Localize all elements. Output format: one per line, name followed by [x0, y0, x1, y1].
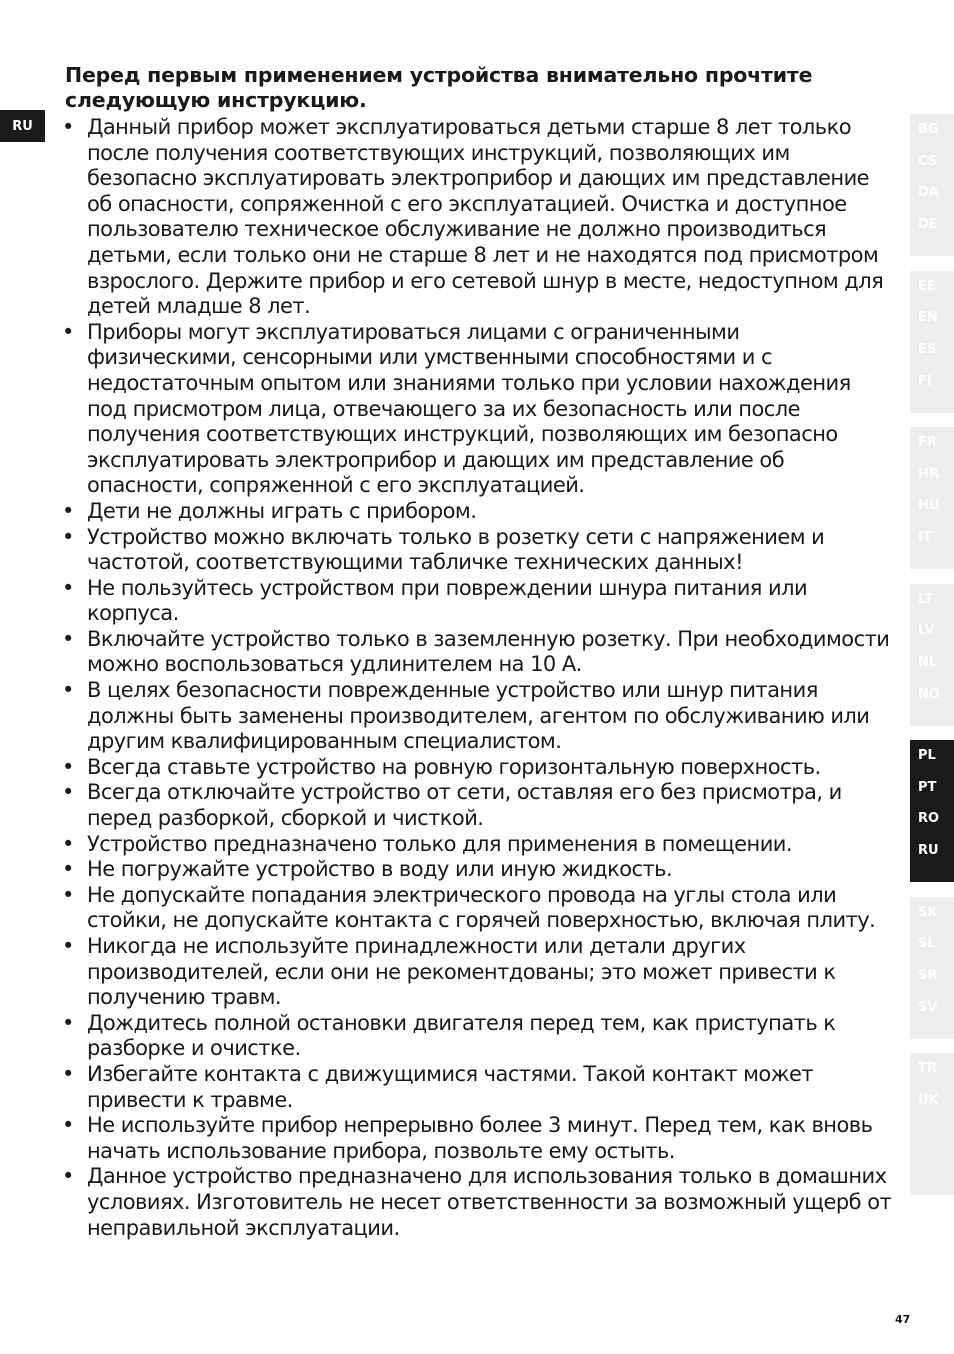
language-group	[910, 114, 954, 256]
language-code-uk: UK	[918, 1092, 939, 1108]
list-item: • Не используйте прибор непрерывно более 3 минут. Перед тем, как вновь начать использование прибора, позвольте ему остыть.	[62, 1113, 892, 1164]
language-code-de: DE	[918, 217, 938, 233]
language-code-sl: SL	[918, 936, 936, 952]
language-code-en: EN	[918, 310, 938, 326]
list-item: • Никогда не используйте принадлежности или детали других производителей, если они не рекоментдованы; это может привести к получению травм.	[62, 934, 892, 1011]
list-item: • Данный прибор может эксплуатироваться детьми старше 8 лет только после получения соответствующих инструкций, позволяющих им безопасно эксплуатировать электроприбор и дающих им представление об опасности, сопряженной с его эксплуатацией. Очистка и доступное пользователю техническое обслуживание не должно производиться детьми, если только они не старше 8 лет и не находятся под присмотром взрослого. Держите прибор и его сетевой шнур в месте, недоступном для детей младше 8 лет.	[62, 115, 892, 320]
language-code-sv: SV	[918, 999, 938, 1015]
list-item: • Всегда ставьте устройство на ровную горизонтальную поверхность.	[62, 755, 892, 781]
instructions-heading: Перед первым применением устройства внимательно прочтите следующую инструкцию.	[65, 63, 813, 112]
language-tab-ru: RU	[0, 110, 45, 142]
language-code-cs: CS	[918, 153, 938, 169]
list-item: • Не пользуйтесь устройством при повреждении шнура питания или корпуса.	[62, 576, 892, 627]
language-code-no: NO	[918, 686, 940, 702]
language-code-tr: TR	[918, 1061, 937, 1076]
language-code-hr: HR	[918, 466, 939, 482]
list-item: • Приборы могут эксплуатироваться лицами с ограниченными физическими, сенсорными или умственными способностями и с недостаточным опытом или знаниями только при условии нахождения под присмотром лица, отвечающего за их безопасность или после получения соответствующих инструкций, позволяющих им безопасно эксплуатировать электроприбор и дающих им представление об опасности, сопряженной с его эксплуатацией.	[62, 320, 892, 499]
language-code-da: DA	[918, 185, 939, 201]
language-code-fi: FI	[918, 373, 932, 389]
list-item: • Дети не должны играть с прибором.	[62, 499, 892, 525]
language-code-es: ES	[918, 341, 937, 357]
language-group	[910, 740, 954, 882]
list-item: • Не допускайте попадания электрического провода на углы стола или стойки, не допускайте контакта с горячей поверхностью, включая плиту.	[62, 883, 892, 934]
list-item: • Устройство предназначено только для применения в помещении.	[62, 832, 892, 858]
language-group	[910, 427, 954, 569]
language-code-fr: FR	[918, 435, 937, 450]
language-code-ee: EE	[918, 278, 936, 294]
language-code-lv: LV	[918, 623, 935, 639]
language-group	[910, 1053, 954, 1195]
language-code-ru: RU	[918, 843, 939, 859]
list-item: • Дождитесь полной остановки двигателя перед тем, как приступать к разборке и очистке.	[62, 1011, 892, 1062]
language-code-pl: PL	[918, 748, 936, 763]
list-item: • Данное устройство предназначено для использования только в домашних условиях. Изготовитель не несет ответственности за возможный ущерб от неправильной эксплуатации.	[62, 1164, 892, 1241]
language-group	[910, 584, 954, 726]
list-item: • Не погружайте устройство в воду или иную жидкость.	[62, 857, 892, 883]
list-item: • Избегайте контакта с движущимися частями. Такой контакт может привести к травме.	[62, 1062, 892, 1113]
language-code-it: IT	[918, 530, 932, 546]
language-code-bg: BG	[918, 122, 939, 137]
list-item: • Устройство можно включать только в розетку сети с напряжением и частотой, соответствующими табличке технических данных!	[62, 525, 892, 576]
language-code-hu: HU	[918, 498, 940, 514]
language-code-sk: SK	[918, 904, 938, 920]
list-item: • В целях безопасности поврежденные устройство или шнур питания должны быть заменены производителем, агентом по обслуживанию или другим квалифицированным специалистом.	[62, 678, 892, 755]
list-item: • Всегда отключайте устройство от сети, оставляя его без присмотра, и перед разборкой, сборкой и чисткой.	[62, 780, 892, 831]
list-item: • Включайте устройство только в заземленную розетку. При необходимости можно воспользоваться удлинителем на 10 А.	[62, 627, 892, 678]
language-group	[910, 271, 954, 413]
language-code-sr: SR	[918, 967, 938, 983]
page-number: 47	[895, 1313, 911, 1326]
language-code-nl: NL	[918, 654, 938, 670]
language-code-pt: PT	[918, 779, 937, 795]
language-code-lt: LT	[918, 591, 933, 607]
language-code-ro: RO	[918, 811, 940, 827]
safety-instructions-list	[62, 115, 892, 1241]
language-group	[910, 897, 954, 1039]
